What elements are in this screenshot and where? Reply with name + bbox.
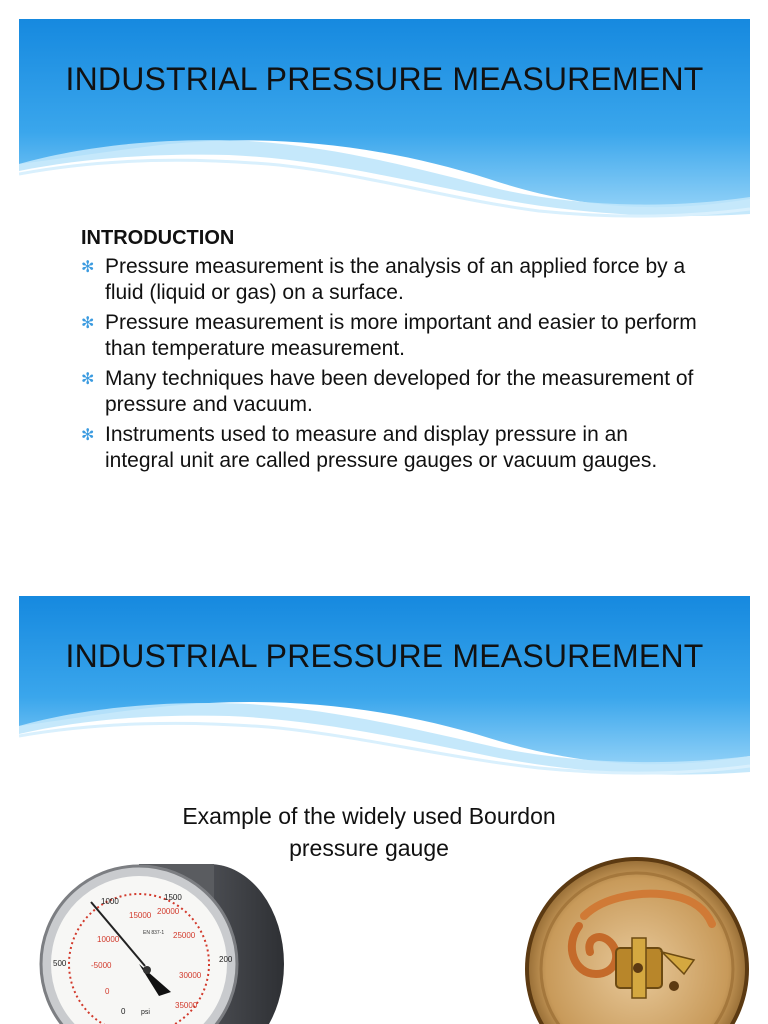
gauge-tick-label: 10000 (97, 935, 120, 944)
gauge-tick-label: -5000 (91, 961, 112, 970)
gauge-needle-hub (143, 966, 151, 974)
bullet-list (81, 254, 701, 474)
gauge-tick-label: 25000 (173, 931, 196, 940)
asterisk-bullet-icon: ✻ (81, 371, 95, 388)
bullet-text: Many techniques have been developed for the measurement of pressure and vacuum. (105, 367, 694, 416)
gauge-tick-label: 35000 (175, 1001, 198, 1010)
wave-banner (19, 596, 750, 796)
asterisk-bullet-icon: ✻ (81, 315, 95, 332)
slide-1 (19, 19, 750, 564)
gauge-tick-label: 15000 (129, 911, 152, 920)
gauge-tick-label: 0 (105, 987, 110, 996)
bullet-item (81, 254, 701, 306)
gauge-unit-label: psi (141, 1009, 150, 1016)
gauge-tick-label: 200 (219, 955, 233, 964)
slide-header (19, 596, 750, 796)
gauge-tick-label: 1000 (101, 897, 119, 906)
bullet-item (81, 366, 701, 418)
image-caption (139, 800, 599, 864)
wave-banner (19, 19, 750, 219)
bullet-text: Pressure measurement is the analysis of an applied force by a fluid (liquid or gas) on a surface. (105, 255, 686, 304)
slide-title: INDUSTRIAL PRESSURE MEASUREMENT (65, 61, 704, 97)
caption-line-1: Example of the widely used Bourdon (182, 803, 556, 829)
caption-line-2: pressure gauge (289, 835, 449, 861)
slide-content (81, 227, 701, 478)
bullet-text: Instruments used to measure and display pressure in an integral unit are called pressure gauges or vacuum gauges. (105, 423, 658, 472)
gauge-tick-label: 500 (53, 959, 67, 968)
gauge-tick-label: 30000 (179, 971, 202, 980)
section-heading: INTRODUCTION (81, 227, 235, 249)
bourdon-mechanism-image (524, 856, 750, 1024)
slide-title: INDUSTRIAL PRESSURE MEASUREMENT (65, 638, 704, 674)
asterisk-bullet-icon: ✻ (81, 427, 95, 444)
gauge-tick-label: 0 (121, 1007, 126, 1016)
slide-2 (19, 596, 750, 1024)
asterisk-bullet-icon: ✻ (81, 259, 95, 276)
bullet-item (81, 422, 701, 474)
gauge-tick-label: 1500 (164, 893, 182, 902)
gauge-tick-label: 20000 (157, 907, 180, 916)
bourdon-gauge-image (39, 864, 289, 1024)
gauge-model-label: EN 837-1 (143, 930, 165, 936)
bullet-text: Pressure measurement is more important and easier to perform than temperature measurement. (105, 311, 697, 360)
slide-header (19, 19, 750, 219)
bullet-item (81, 310, 701, 362)
